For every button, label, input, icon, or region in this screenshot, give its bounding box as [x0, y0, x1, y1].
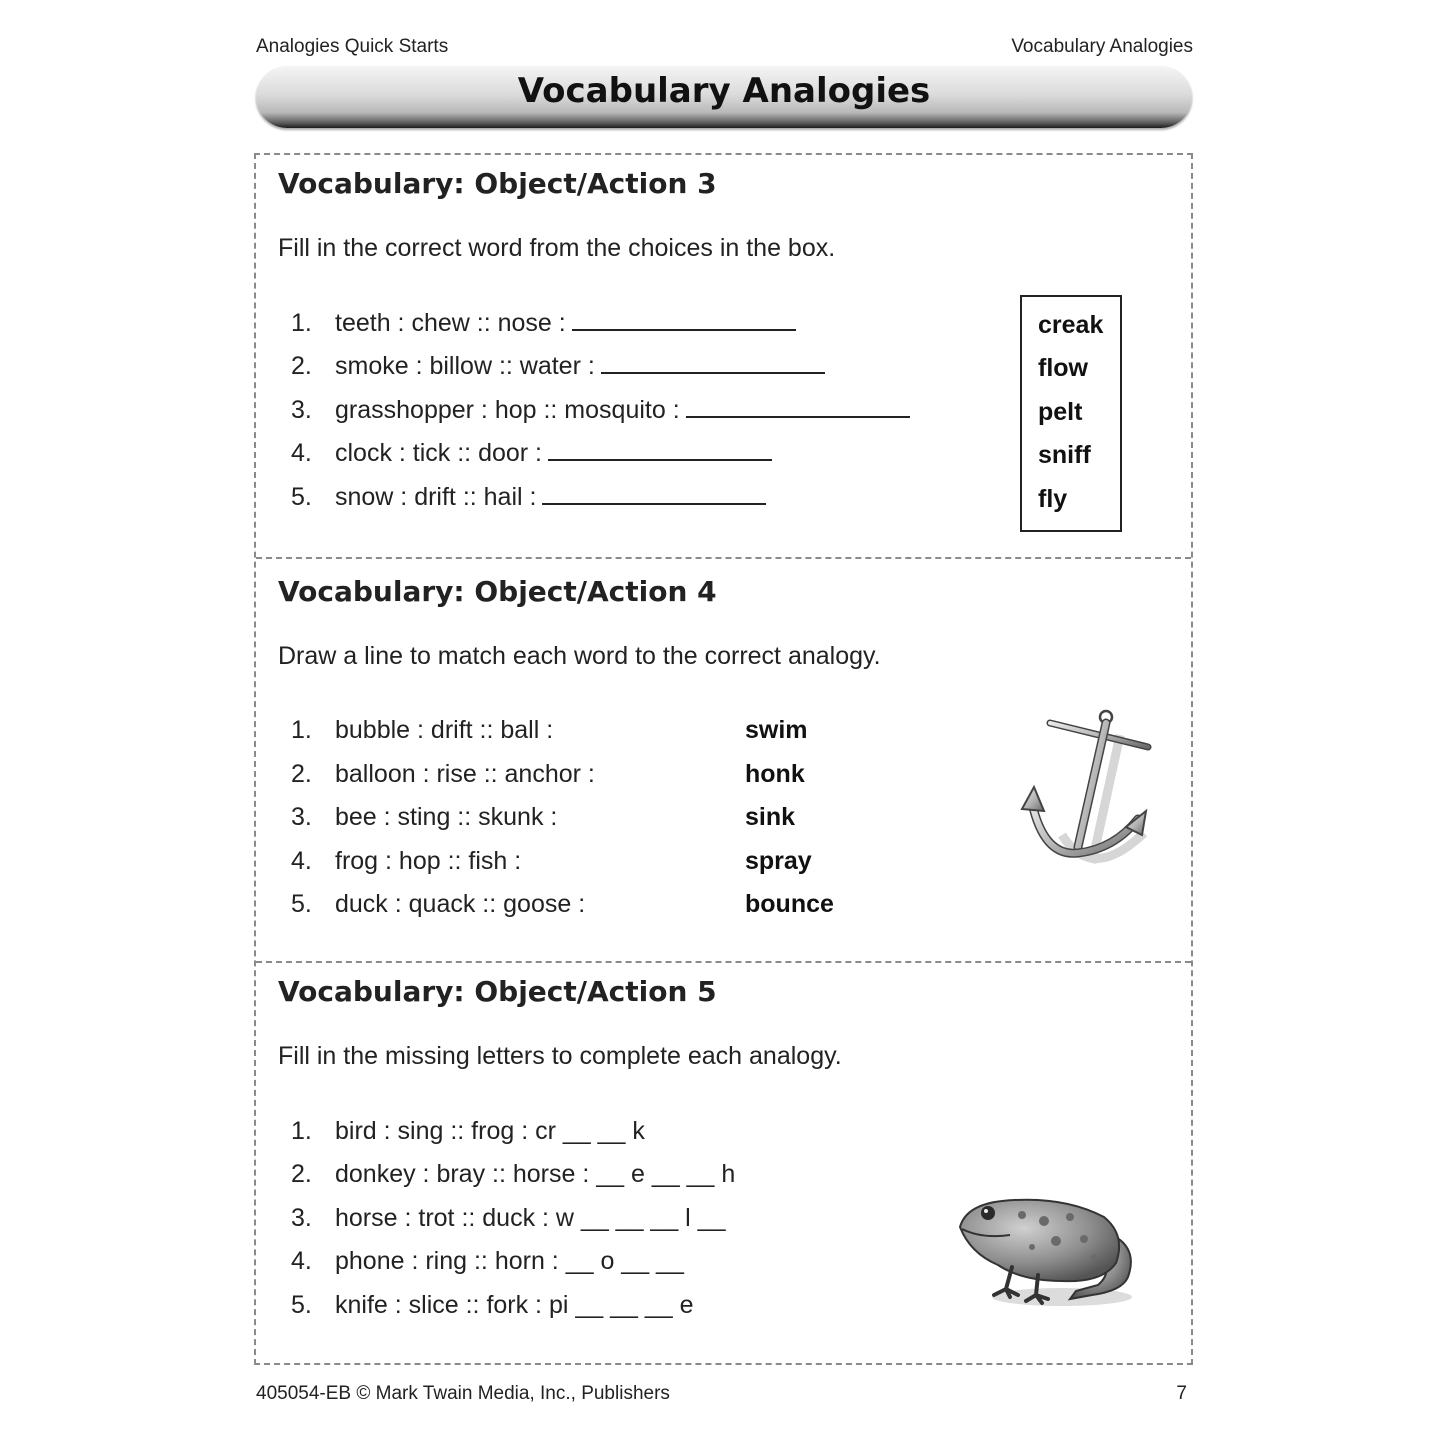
item-number: 4. [291, 439, 312, 467]
item-text[interactable]: horse : trot :: duck : w __ __ __ l __ [335, 1204, 726, 1232]
section-instruction: Fill in the correct word from the choices in the box. [278, 234, 836, 262]
item-number: 5. [291, 1291, 312, 1319]
item-text: clock : tick :: door : [335, 439, 543, 467]
section-title: Vocabulary: Object/Action 4 [278, 575, 717, 608]
item-text: grasshopper : hop :: mosquito : [335, 396, 680, 424]
answer-blank[interactable] [542, 485, 766, 505]
section-object-action-4 [256, 559, 1191, 961]
analogy-item [291, 847, 521, 876]
page-title-banner [256, 66, 1192, 128]
analogy-item [291, 803, 557, 832]
page-number: 7 [1176, 1383, 1187, 1404]
item-number: 2. [291, 1160, 312, 1188]
match-word[interactable]: spray [745, 847, 812, 875]
footer-publisher: 405054-EB © Mark Twain Media, Inc., Publishers [256, 1383, 670, 1404]
item-number: 3. [291, 1204, 312, 1232]
item-text: balloon : rise :: anchor : [335, 760, 595, 788]
anchor-icon [1014, 707, 1154, 879]
running-header-left: Analogies Quick Starts [256, 36, 449, 57]
item-number: 1. [291, 716, 312, 744]
item-number: 4. [291, 847, 312, 875]
analogy-item [291, 1291, 694, 1320]
section-object-action-5 [256, 963, 1191, 1363]
item-number: 3. [291, 803, 312, 831]
word-choices-box [1020, 295, 1122, 532]
item-text: duck : quack :: goose : [335, 890, 586, 918]
item-number: 4. [291, 1247, 312, 1275]
analogy-item [291, 760, 595, 789]
running-header-right: Vocabulary Analogies [1011, 36, 1193, 57]
item-text: snow : drift :: hail : [335, 483, 537, 511]
item-number: 5. [291, 483, 312, 511]
item-number: 3. [291, 396, 312, 424]
item-text: bubble : drift :: ball : [335, 716, 554, 744]
page-title: Vocabulary Analogies [517, 71, 931, 111]
item-text: frog : hop :: fish : [335, 847, 522, 875]
section-title: Vocabulary: Object/Action 3 [278, 167, 717, 200]
item-text: smoke : billow :: water : [335, 352, 595, 380]
analogy-item [291, 309, 796, 338]
item-text[interactable]: donkey : bray :: horse : __ e __ __ h [335, 1160, 736, 1188]
match-word[interactable]: bounce [745, 890, 834, 918]
match-word[interactable]: sink [745, 803, 796, 831]
match-word[interactable]: honk [745, 760, 805, 788]
item-text[interactable]: knife : slice :: fork : pi __ __ __ e [335, 1291, 694, 1319]
word-choice: sniff [1038, 441, 1091, 469]
word-choice: pelt [1038, 398, 1083, 426]
word-choice: flow [1038, 354, 1088, 382]
item-number: 2. [291, 760, 312, 788]
analogy-item [291, 483, 766, 512]
section-object-action-3 [256, 155, 1191, 557]
word-choice: fly [1038, 485, 1068, 513]
item-number: 1. [291, 1117, 312, 1145]
item-number: 2. [291, 352, 312, 380]
item-text: bee : sting :: skunk : [335, 803, 558, 831]
item-text[interactable]: bird : sing :: frog : cr __ __ k [335, 1117, 645, 1145]
item-number: 1. [291, 309, 312, 337]
section-title: Vocabulary: Object/Action 5 [278, 975, 717, 1008]
analogy-item [291, 396, 910, 425]
word-choice: creak [1038, 311, 1104, 339]
frog-icon [952, 1191, 1142, 1311]
answer-blank[interactable] [601, 354, 825, 374]
analogy-item [291, 890, 585, 919]
analogy-item [291, 1160, 735, 1189]
answer-blank[interactable] [572, 311, 796, 331]
analogy-item [291, 1204, 726, 1233]
section-instruction: Fill in the missing letters to complete each analogy. [278, 1042, 842, 1070]
analogy-item [291, 716, 553, 745]
item-text[interactable]: phone : ring :: horn : __ o __ __ [335, 1247, 684, 1275]
answer-blank[interactable] [686, 398, 910, 418]
answer-blank[interactable] [548, 441, 772, 461]
analogy-item [291, 1117, 645, 1146]
exercise-frame [254, 153, 1193, 1365]
match-word[interactable]: swim [745, 716, 808, 744]
item-number: 5. [291, 890, 312, 918]
section-instruction: Draw a line to match each word to the correct analogy. [278, 642, 881, 670]
analogy-item [291, 439, 772, 468]
item-text: teeth : chew :: nose : [335, 309, 566, 337]
analogy-item [291, 352, 825, 381]
analogy-item [291, 1247, 684, 1276]
